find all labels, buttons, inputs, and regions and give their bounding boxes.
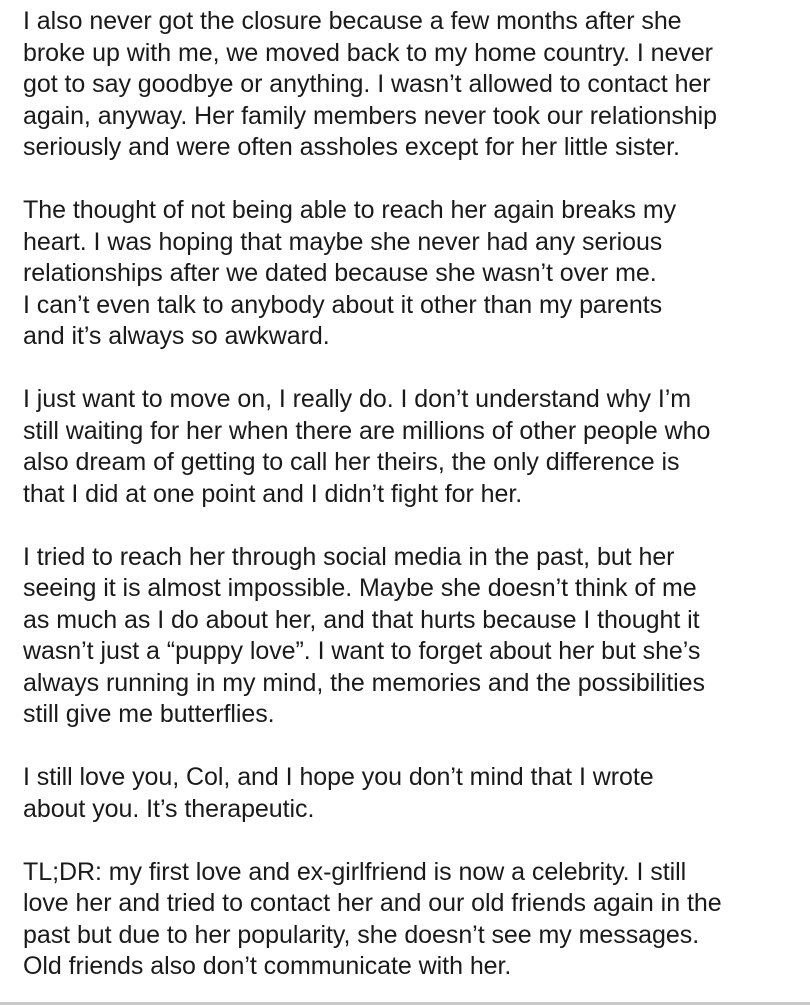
paragraph-love-note: [23, 762, 808, 825]
text-line: got to say goodbye or anything. I wasn’t allowed to contact her: [23, 70, 711, 98]
text-line: still give me butterflies.: [23, 700, 275, 728]
text-line: love her and tried to contact her and our old friends again in the: [23, 889, 722, 917]
text-line: seriously and were often assholes except for her little sister.: [23, 133, 680, 161]
paragraph-heartbreak: [23, 195, 808, 353]
text-line: broke up with me, we moved back to my home country. I never: [23, 38, 713, 67]
text-line: that I did at one point and I didn’t fight for her.: [23, 479, 523, 508]
text-line: I can’t even talk to anybody about it other than my parents: [23, 290, 663, 319]
text-line: and it’s always so awkward.: [23, 322, 330, 350]
paragraph-tldr: [23, 857, 808, 983]
text-line: Old friends also don’t communicate with her.: [23, 952, 512, 980]
text-line: wasn’t just a “puppy love”. I want to forget about her but she’s: [23, 637, 701, 665]
paragraph-closure: [23, 6, 808, 164]
text-line: past but due to her popularity, she doesn’t see my messages.: [23, 920, 700, 949]
text-line: heart. I was hoping that maybe she never had any serious: [23, 227, 663, 256]
text-line: I just want to move on, I really do. I don’t understand why I’m: [23, 385, 692, 413]
text-line: as much as I do about her, and that hurts because I thought it: [23, 605, 700, 634]
text-line: I also never got the closure because a few months after she: [23, 7, 682, 35]
text-line: always running in my mind, the memories and the possibilities: [23, 668, 705, 697]
text-line: seeing it is almost impossible. Maybe she doesn’t think of me: [23, 574, 697, 602]
text-line: again, anyway. Her family members never took our relationship: [23, 101, 718, 130]
text-line: also dream of getting to call her theirs, the only difference is: [23, 448, 680, 476]
text-line: relationships after we dated because she wasn’t over me.: [23, 259, 657, 287]
text-line: The thought of not being able to reach her again breaks my: [23, 196, 677, 224]
post-body: [23, 6, 808, 983]
paragraph-move-on: [23, 384, 808, 510]
text-line: still waiting for her when there are millions of other people who: [23, 416, 711, 445]
text-line: I still love you, Col, and I hope you don’t mind that I wrote: [23, 763, 654, 791]
text-line: TL;DR: my first love and ex-girlfriend is now a celebrity. I still: [23, 857, 687, 886]
text-line: about you. It’s therapeutic.: [23, 794, 315, 823]
paragraph-social-media: [23, 542, 808, 731]
text-line: I tried to reach her through social media in the past, but her: [23, 542, 675, 571]
